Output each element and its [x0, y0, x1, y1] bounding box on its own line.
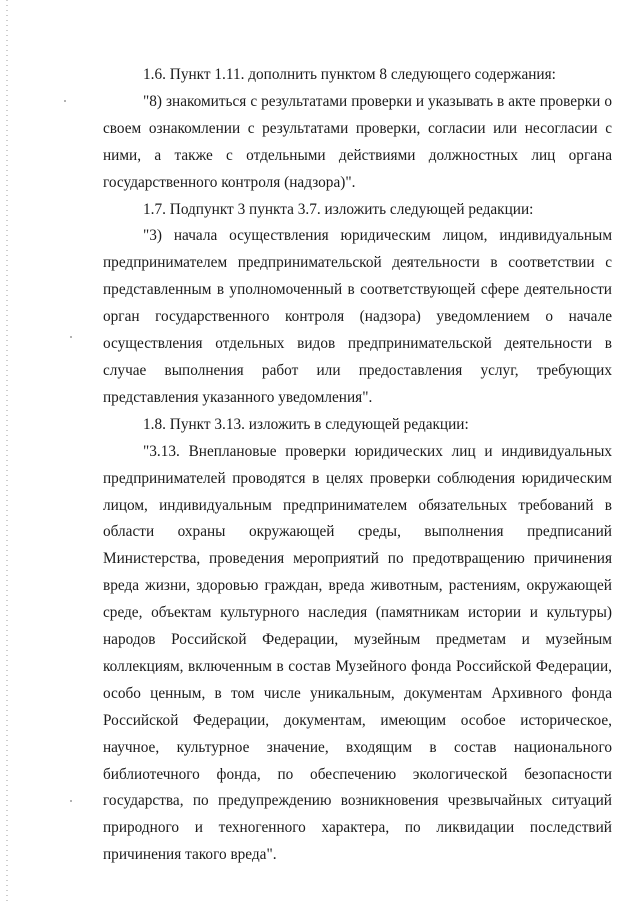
scan-speck: [64, 100, 66, 102]
scan-speck: [70, 336, 72, 338]
paragraph-point-8: "8) знакомиться с результатами проверки и указывать в акте проверки о своем ознакомлении с результатами проверки, согласии или несогласии с ними, а также с отдельными действиями должностных лиц органа государственного контроля (надзора)".: [103, 92, 612, 191]
scan-edge-artifact: [6, 0, 8, 905]
scan-speck: [70, 800, 72, 802]
paragraph-1-6: 1.6. Пункт 1.11. дополнить пунктом 8 следующего содержания:: [143, 66, 556, 83]
paragraph-3-13: "3.13. Внеплановые проверки юридических лиц и индивидуальных предпринимателей проводятся в целях проверки соблюдения юридическим лицом, индивидуальным предпринимателем обязательных требований в области охраны окружающей среды, выполнения предписаний Министерства, проведения мероприятий по предотвращению причинения вреда жизни, здоровью граждан, вреда животным, растениям, окружающей среде, объектам культурного наследия (памятникам истории и культуры) народов Российской Федерации, музейным предметам и музейным коллекциям, включенным в состав Музейного фонда Российской Федерации, особо ценным, в том числе уникальным, документам Архивного фонда Российской Федерации, документам, имеющим особое историческое, научное, культурное значение, входящим в состав национального библиотечного фонда, по обеспечению экологической безопасности государства, по предупреждению возникновения чрезвычайных ситуаций природного и техногенного характера, по ликвидации последствий причинения такого вреда".: [103, 442, 612, 864]
paragraph-1-7: 1.7. Подпункт 3 пункта 3.7. изложить следующей редакции:: [143, 200, 534, 218]
paragraph-1-8: 1.8. Пункт 3.13. изложить в следующей редакции:: [143, 415, 469, 433]
paragraph-subpoint-3: "3) начала осуществления юридическим лицом, индивидуальным предпринимателем предпринимательской деятельности в соответствии с представленным в уполномоченный в соответствующей сфере деятельности орган государственного контроля (надзора) уведомлением о начале осуществления отдельных видов предпринимательской деятельности в случае выполнения работ или предоставления услуг, требующих представления указанного уведомления".: [103, 227, 612, 406]
document-body: [103, 62, 612, 869]
